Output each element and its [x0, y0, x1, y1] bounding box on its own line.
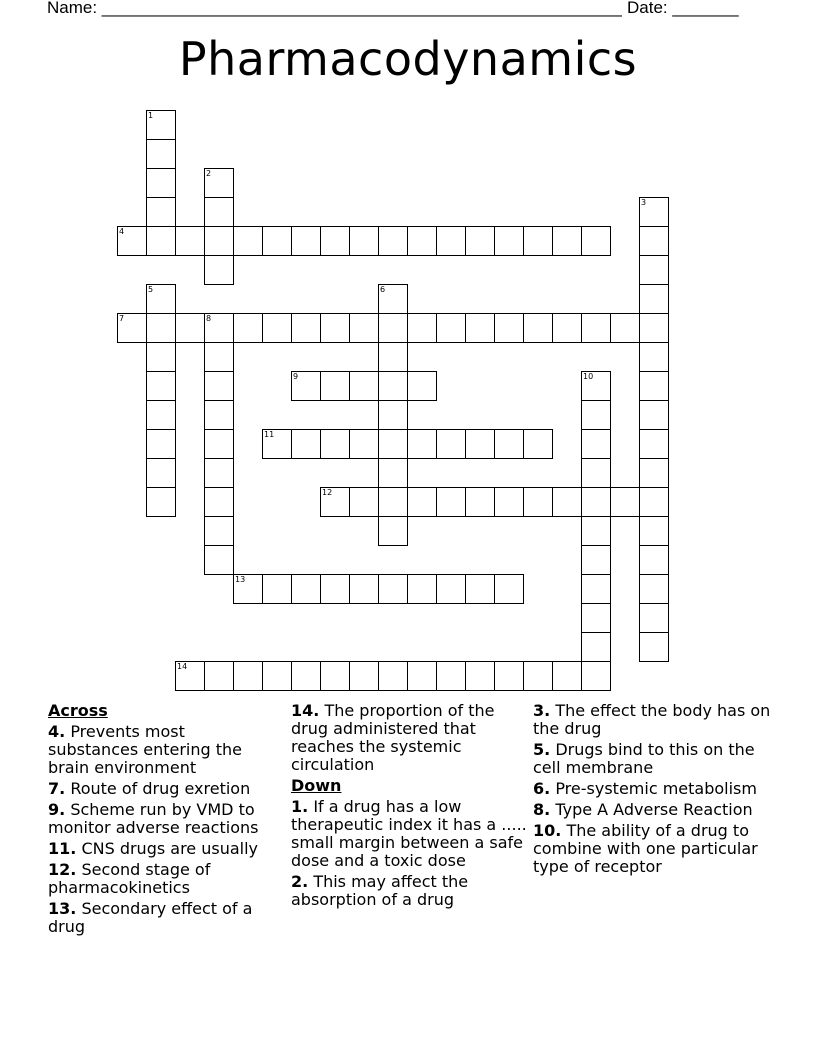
crossword-cell[interactable]	[204, 400, 234, 430]
crossword-cell[interactable]	[320, 661, 350, 691]
crossword-cell[interactable]	[378, 400, 408, 430]
crossword-cell[interactable]	[465, 574, 495, 604]
crossword-cell[interactable]	[378, 516, 408, 546]
crossword-cell[interactable]	[204, 429, 234, 459]
crossword-cell[interactable]	[175, 313, 205, 343]
crossword-cell[interactable]	[639, 516, 669, 546]
crossword-cell[interactable]	[320, 313, 350, 343]
crossword-cell[interactable]	[581, 545, 611, 575]
crossword-cell[interactable]	[349, 226, 379, 256]
clue-down-5: 5. Drugs bind to this on the cell membrane	[533, 740, 755, 777]
crossword-cell[interactable]	[465, 661, 495, 691]
crossword-cell[interactable]	[378, 487, 408, 517]
crossword-cell[interactable]	[581, 603, 611, 633]
crossword-cell[interactable]	[291, 661, 321, 691]
clue-across-9: 9. Scheme run by VMD to monitor adverse reactions	[48, 800, 259, 837]
crossword-cell[interactable]	[465, 313, 495, 343]
crossword-cell[interactable]	[552, 487, 582, 517]
crossword-cell[interactable]	[552, 226, 582, 256]
crossword-cell[interactable]	[204, 458, 234, 488]
crossword-cell[interactable]	[204, 516, 234, 546]
crossword-cell[interactable]	[581, 516, 611, 546]
clue-number: 2	[206, 169, 212, 178]
crossword-cell[interactable]	[320, 226, 350, 256]
crossword-cell[interactable]	[204, 487, 234, 517]
crossword-cell[interactable]	[146, 168, 176, 198]
crossword-cell[interactable]	[465, 226, 495, 256]
crossword-cell[interactable]	[204, 255, 234, 285]
crossword-cell[interactable]	[146, 284, 176, 314]
crossword-cell[interactable]	[291, 226, 321, 256]
crossword-cell[interactable]	[436, 661, 466, 691]
clue-number: 11	[264, 430, 275, 439]
crossword-cell[interactable]	[639, 342, 669, 372]
clue-down-1: 1. If a drug has a low therapeutic index it has a ..... small margin between a safe dose and a toxic dose	[291, 797, 527, 870]
crossword-cell[interactable]	[204, 661, 234, 691]
crossword-cell[interactable]	[320, 574, 350, 604]
clue-number: 3	[641, 198, 647, 207]
name-field[interactable]: Name: _______________________________________________________	[47, 0, 622, 17]
crossword-cell[interactable]	[204, 168, 234, 198]
crossword-cell[interactable]	[175, 661, 205, 691]
clue-down-8: 8. Type A Adverse Reaction	[533, 800, 753, 819]
clues-column-1	[48, 702, 280, 939]
crossword-cell[interactable]	[378, 342, 408, 372]
crossword-cell[interactable]	[436, 226, 466, 256]
crossword-cell[interactable]	[581, 661, 611, 691]
down-heading: Down	[291, 776, 342, 795]
crossword-cell[interactable]	[349, 429, 379, 459]
crossword-cell[interactable]	[494, 313, 524, 343]
crossword-cell[interactable]	[407, 313, 437, 343]
crossword-cell[interactable]	[407, 371, 437, 401]
crossword-cell[interactable]	[581, 429, 611, 459]
crossword-cell[interactable]	[581, 458, 611, 488]
crossword-cell[interactable]	[349, 574, 379, 604]
clue-across-11: 11. CNS drugs are usually	[48, 839, 259, 858]
crossword-cell[interactable]	[378, 574, 408, 604]
crossword-cell[interactable]	[349, 487, 379, 517]
crossword-cell[interactable]	[204, 342, 234, 372]
clue-number: 12	[322, 488, 333, 497]
crossword-cell[interactable]	[378, 313, 408, 343]
clue-down-2: 2. This may affect the absorption of a drug	[291, 872, 469, 909]
clue-across-7: 7. Route of drug exretion	[48, 779, 251, 798]
crossword-cell[interactable]	[146, 458, 176, 488]
clue-number: 14	[177, 662, 188, 671]
crossword-cell[interactable]	[291, 371, 321, 401]
clue-across-14: 14. The proportion of the drug administered that reaches the systemic circulation	[291, 701, 495, 774]
crossword-cell[interactable]	[639, 371, 669, 401]
clue-across-13: 13. Secondary effect of a drug	[48, 899, 253, 936]
crossword-cell[interactable]	[436, 429, 466, 459]
crossword-cell[interactable]	[291, 574, 321, 604]
crossword-cell[interactable]	[175, 226, 205, 256]
crossword-cell[interactable]	[117, 226, 147, 256]
crossword-cell[interactable]	[436, 313, 466, 343]
crossword-cell[interactable]	[581, 632, 611, 662]
clue-number: 10	[583, 372, 594, 381]
crossword-cell[interactable]	[378, 661, 408, 691]
crossword-cell[interactable]	[146, 226, 176, 256]
crossword-cell[interactable]	[204, 371, 234, 401]
clue-number: 1	[148, 111, 154, 120]
crossword-cell[interactable]	[233, 226, 263, 256]
crossword-cell[interactable]	[146, 429, 176, 459]
crossword-cell[interactable]	[146, 197, 176, 227]
crossword-cell[interactable]	[494, 661, 524, 691]
crossword-cell[interactable]	[378, 284, 408, 314]
clues-column-2	[291, 702, 527, 912]
crossword-cell[interactable]	[407, 226, 437, 256]
crossword-cell[interactable]	[465, 429, 495, 459]
crossword-cell[interactable]	[146, 313, 176, 343]
crossword-cell[interactable]	[204, 545, 234, 575]
clue-number: 4	[119, 227, 125, 236]
crossword-cell[interactable]	[523, 226, 553, 256]
clue-number: 8	[206, 314, 212, 323]
crossword-cell[interactable]	[146, 342, 176, 372]
crossword-cell[interactable]	[552, 313, 582, 343]
crossword-cell[interactable]	[117, 313, 147, 343]
crossword-cell[interactable]	[581, 226, 611, 256]
clue-across-4: 4. Prevents most substances entering the brain environment	[48, 722, 243, 777]
crossword-cell[interactable]	[233, 661, 263, 691]
crossword-cell[interactable]	[436, 487, 466, 517]
crossword-cell[interactable]	[523, 661, 553, 691]
crossword-cell[interactable]	[349, 661, 379, 691]
crossword-cell[interactable]	[233, 313, 263, 343]
crossword-cell[interactable]	[146, 487, 176, 517]
crossword-cell[interactable]	[610, 313, 640, 343]
crossword-cell[interactable]	[204, 313, 234, 343]
crossword-cell[interactable]	[146, 110, 176, 140]
crossword-cell[interactable]	[639, 400, 669, 430]
crossword-cell[interactable]	[378, 371, 408, 401]
crossword-cell[interactable]	[494, 487, 524, 517]
crossword-cell[interactable]	[494, 574, 524, 604]
crossword-cell[interactable]	[407, 487, 437, 517]
crossword-cell[interactable]	[320, 429, 350, 459]
crossword-cell[interactable]	[610, 487, 640, 517]
crossword-cell[interactable]	[320, 371, 350, 401]
crossword-cell[interactable]	[349, 371, 379, 401]
crossword-cell[interactable]	[378, 226, 408, 256]
across-heading: Across	[48, 701, 108, 720]
date-field[interactable]: Date: _______	[627, 0, 739, 17]
crossword-cell[interactable]	[262, 429, 292, 459]
crossword-cell[interactable]	[146, 371, 176, 401]
clue-number: 6	[380, 285, 386, 294]
crossword-cell[interactable]	[465, 487, 495, 517]
crossword-cell[interactable]	[552, 661, 582, 691]
crossword-cell[interactable]	[262, 661, 292, 691]
crossword-cell[interactable]	[494, 429, 524, 459]
crossword-cell[interactable]	[494, 226, 524, 256]
clue-number: 13	[235, 575, 246, 584]
crossword-cell[interactable]	[349, 313, 379, 343]
crossword-cell[interactable]	[146, 139, 176, 169]
crossword-cell[interactable]	[407, 661, 437, 691]
crossword-cell[interactable]	[581, 371, 611, 401]
crossword-cell[interactable]	[262, 574, 292, 604]
crossword-cell[interactable]	[639, 255, 669, 285]
crossword-cell[interactable]	[291, 429, 321, 459]
crossword-cell[interactable]	[639, 632, 669, 662]
crossword-cell[interactable]	[639, 197, 669, 227]
clue-down-6: 6. Pre-systemic metabolism	[533, 779, 757, 798]
crossword-cell[interactable]	[639, 545, 669, 575]
crossword-cell[interactable]	[581, 487, 611, 517]
clue-number: 7	[119, 314, 125, 323]
crossword-cell[interactable]	[204, 226, 234, 256]
crossword-cell[interactable]	[146, 400, 176, 430]
crossword-cell[interactable]	[639, 429, 669, 459]
clue-number: 9	[293, 372, 299, 381]
crossword-cell[interactable]	[523, 487, 553, 517]
crossword-cell[interactable]	[204, 197, 234, 227]
clues-column-3	[533, 702, 773, 879]
clue-number: 5	[148, 285, 154, 294]
page-title: Pharmacodynamics	[178, 32, 638, 86]
crossword-cell[interactable]	[581, 574, 611, 604]
crossword-cell[interactable]	[523, 429, 553, 459]
crossword-cell[interactable]	[639, 574, 669, 604]
crossword-cell[interactable]	[523, 313, 553, 343]
crossword-cell[interactable]	[581, 400, 611, 430]
crossword-cell[interactable]	[233, 574, 263, 604]
crossword-cell[interactable]	[581, 313, 611, 343]
crossword-cell[interactable]	[639, 603, 669, 633]
crossword-cell[interactable]	[407, 429, 437, 459]
crossword-cell[interactable]	[639, 487, 669, 517]
crossword-cell[interactable]	[639, 313, 669, 343]
crossword-cell[interactable]	[291, 313, 321, 343]
clue-down-10: 10. The ability of a drug to combine with one particular type of receptor	[533, 821, 758, 876]
crossword-cell[interactable]	[378, 458, 408, 488]
clue-across-12: 12. Second stage of pharmacokinetics	[48, 860, 211, 897]
crossword-cell[interactable]	[407, 574, 437, 604]
crossword-cell[interactable]	[639, 284, 669, 314]
crossword-cell[interactable]	[262, 226, 292, 256]
crossword-cell[interactable]	[639, 458, 669, 488]
crossword-cell[interactable]	[320, 487, 350, 517]
clue-down-3: 3. The effect the body has on the drug	[533, 701, 771, 738]
crossword-cell[interactable]	[639, 226, 669, 256]
crossword-cell[interactable]	[436, 574, 466, 604]
crossword-cell[interactable]	[378, 429, 408, 459]
crossword-cell[interactable]	[262, 313, 292, 343]
